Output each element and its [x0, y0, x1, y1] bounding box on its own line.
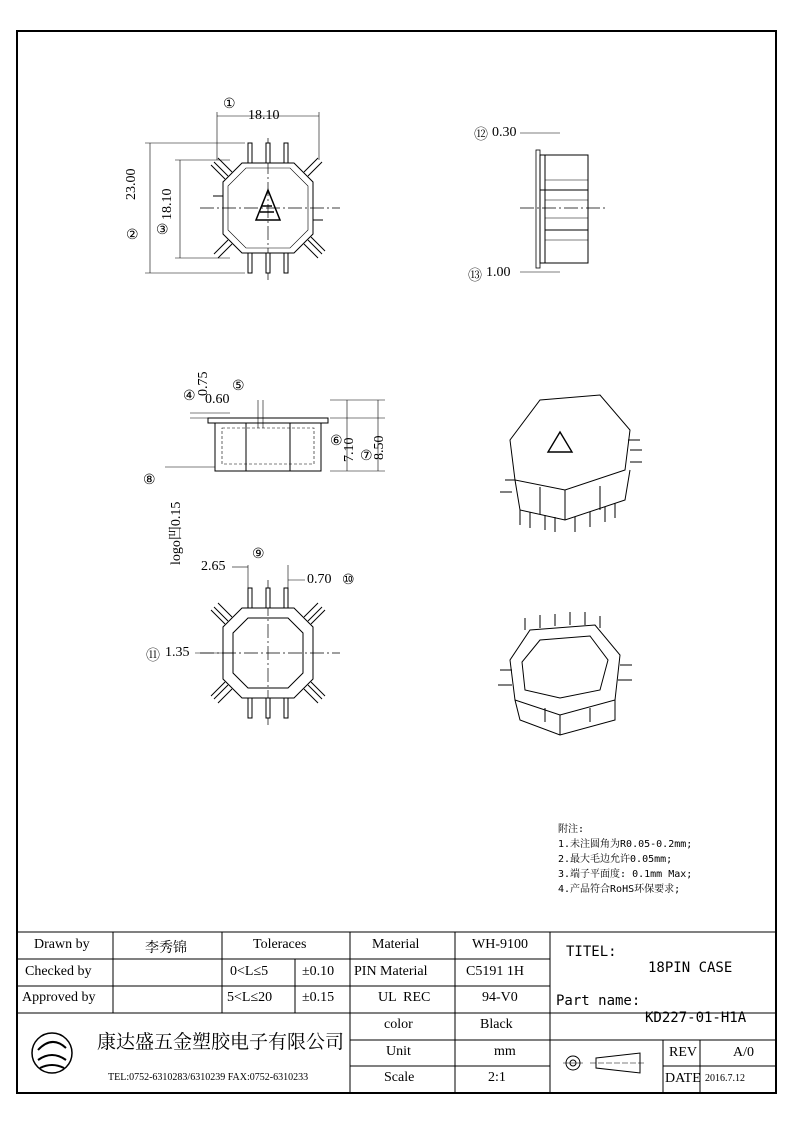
- side-view: [520, 133, 605, 272]
- bottom-view: [195, 565, 340, 725]
- dim-1-value: 18.10: [248, 108, 280, 123]
- company-contact: TEL:0752-6310283/6310239 FAX:0752-6310233: [108, 1072, 309, 1083]
- titel-label: TITEL:: [566, 944, 617, 960]
- tolerance-2-range: 5<L≤20: [227, 990, 273, 1005]
- iso-view-bottom: [498, 612, 632, 735]
- tolerance-2-value: ±0.15: [302, 990, 335, 1005]
- material-label: Material: [372, 937, 420, 952]
- color-value: Black: [480, 1017, 513, 1032]
- company-name: 康达盛五金塑胶电子有限公司: [97, 1032, 345, 1053]
- dim-13-marker: ⑬: [468, 269, 482, 284]
- material-value: WH-9100: [472, 937, 528, 952]
- iso-view-top: [500, 395, 642, 532]
- note-item: 2.最大毛边允许0.05mm;: [558, 854, 673, 865]
- part-name-label: Part name:: [556, 993, 641, 1009]
- scale-value: 2:1: [488, 1070, 506, 1085]
- dim-1-marker: ①: [223, 97, 236, 112]
- ul-label: UL REC: [378, 990, 431, 1005]
- rev-label: REV: [669, 1045, 697, 1060]
- approved-by-label: Approved by: [22, 990, 96, 1005]
- date-label: DATE: [665, 1071, 701, 1086]
- dim-8-marker: ⑧: [143, 473, 156, 488]
- dim-2-value: 23.00: [124, 168, 139, 200]
- drawn-by-value: 李秀锦: [145, 941, 187, 956]
- note-item: 4.产品符合RoHS环保要求;: [558, 884, 681, 895]
- color-label: color: [384, 1017, 413, 1032]
- date-value: 2016.7.12: [705, 1073, 745, 1084]
- dim-5-value: 0.60: [205, 392, 230, 407]
- scale-label: Scale: [384, 1070, 415, 1085]
- notes-heading: 附注:: [558, 824, 585, 835]
- dim-13-value: 1.00: [486, 265, 511, 280]
- tolerance-1-value: ±0.10: [302, 964, 335, 979]
- part-name-value: KD227-01-H1A: [645, 1010, 747, 1026]
- rev-value: A/0: [733, 1045, 754, 1060]
- drawing-notes: [558, 822, 692, 897]
- dim-9-value: 2.65: [201, 559, 226, 574]
- dim-7-marker: ⑦: [360, 449, 373, 464]
- unit-value: mm: [494, 1044, 516, 1059]
- note-item: 3.端子平面度: 0.1mm Max;: [558, 869, 693, 880]
- dim-7-value: 8.50: [372, 435, 387, 460]
- titel-value: 18PIN CASE: [648, 960, 733, 976]
- dim-3-marker: ③: [156, 223, 169, 238]
- dim-12-value: 0.30: [492, 125, 517, 140]
- checked-by-label: Checked by: [25, 964, 92, 979]
- unit-label: Unit: [386, 1044, 411, 1059]
- dim-4-marker: ④: [183, 389, 196, 404]
- dim-12-marker: ⑫: [474, 128, 488, 143]
- tolerances-label: Toleraces: [253, 937, 307, 952]
- pin-material-label: PIN Material: [354, 964, 428, 979]
- dim-2-marker: ②: [126, 228, 139, 243]
- drawn-by-label: Drawn by: [34, 937, 90, 952]
- dim-10-marker: ⑩: [342, 573, 355, 588]
- dim-11-marker: ⑪: [146, 649, 160, 664]
- dim-3-value: 18.10: [160, 188, 175, 220]
- ul-value: 94-V0: [482, 990, 518, 1005]
- dim-11-value: 1.35: [165, 645, 190, 660]
- dim-9-marker: ⑨: [252, 547, 265, 562]
- dim-5-marker: ⑤: [232, 379, 245, 394]
- dim-10-value: 0.70: [307, 572, 332, 587]
- dim-6-value: 7.10: [342, 437, 357, 462]
- pin-material-value: C5191 1H: [466, 964, 524, 979]
- dim-4-value: 0.75: [196, 371, 211, 396]
- dim-8-value: logo凹0.15: [169, 501, 184, 565]
- dim-6-marker: ⑥: [330, 434, 343, 449]
- tolerance-1-range: 0<L≤5: [230, 964, 269, 979]
- note-item: 1.未注圆角为R0.05-0.2mm;: [558, 839, 693, 850]
